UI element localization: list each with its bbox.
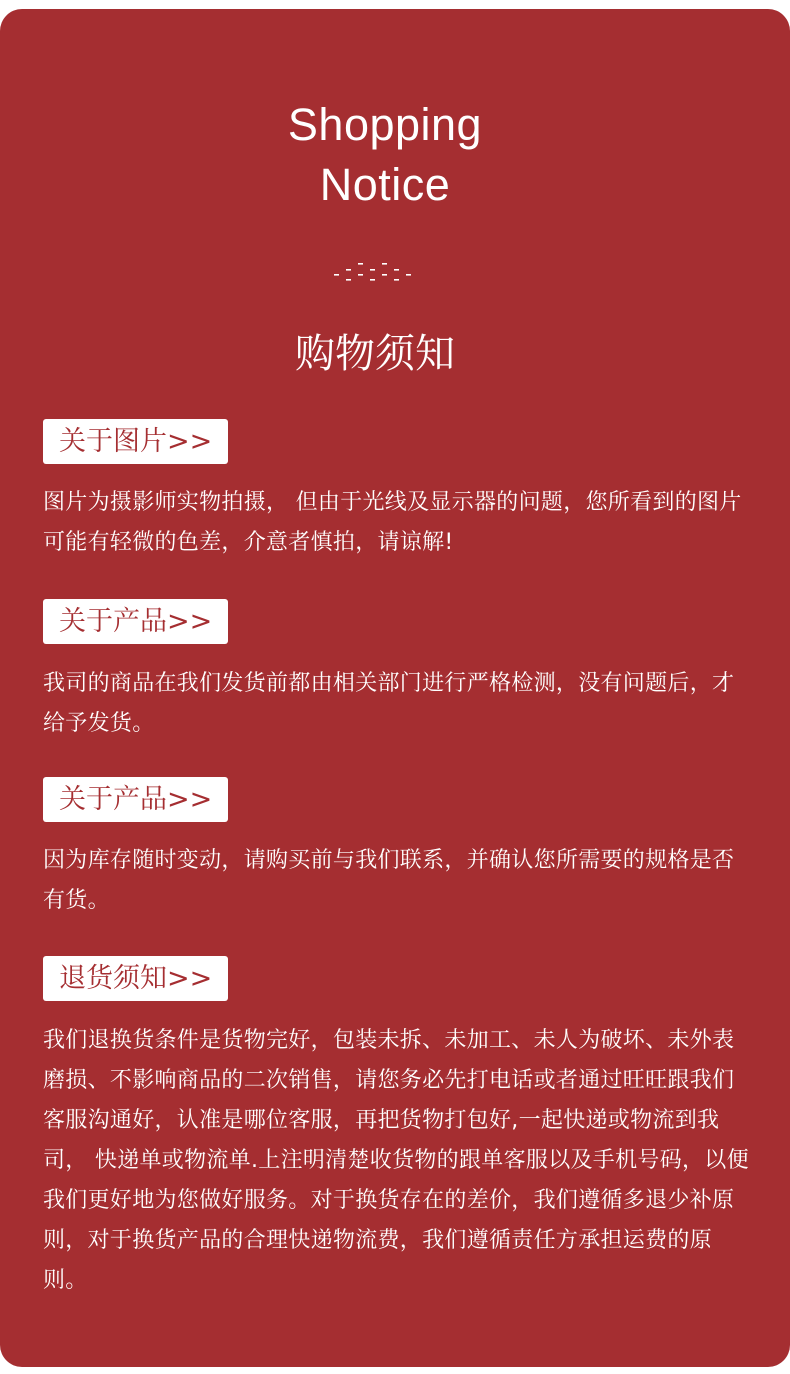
section-text-images: 图片为摄影师实物拍摄， 但由于光线及显示器的问题，您所看到的图片可能有轻微的色差，介意者慎拍，请谅解! [43,490,742,555]
section-tag-returns: 退货须知>> [43,956,228,1001]
chinese-title: 购物须知 [295,331,455,377]
section-tag-products: 关于产品>> [43,599,228,644]
english-title [0,95,790,215]
section-text-stock: 因为库存随时变动，请购买前与我们联系，并确认您所需要的规格是否有货。 [43,848,735,913]
section-tag-images: 关于图片>> [43,419,228,464]
section-text-products: 我司的商品在我们发货前都由相关部门进行严格检测，没有问题后，才给予发货。 [43,671,735,736]
english-title-line2: Notice [319,159,451,210]
decorative-divider-icon [330,257,422,285]
section-text-returns: 我们退换货条件是货物完好，包装未拆、未加工、未人为破坏、未外表磨损、不影响商品的二次销售，请您务必先打电话或者通过旺旺跟我们客服沟通好，认准是哪位客服，再把货物打包好,一起快递或物流到我司， 快递单或物流单.上注明清楚收货物的跟单客服以及手机号码，以便我们更好地为您做好服务。对于换货存在的差价，我们遵循多退少补原则，对于换货产品的合理快递物流费，我们遵循责任方承担运费的原则。 [43,1028,749,1293]
english-title-line1: Shopping [287,99,483,150]
section-tag-stock: 关于产品>> [43,777,228,822]
notice-card [0,9,790,1367]
